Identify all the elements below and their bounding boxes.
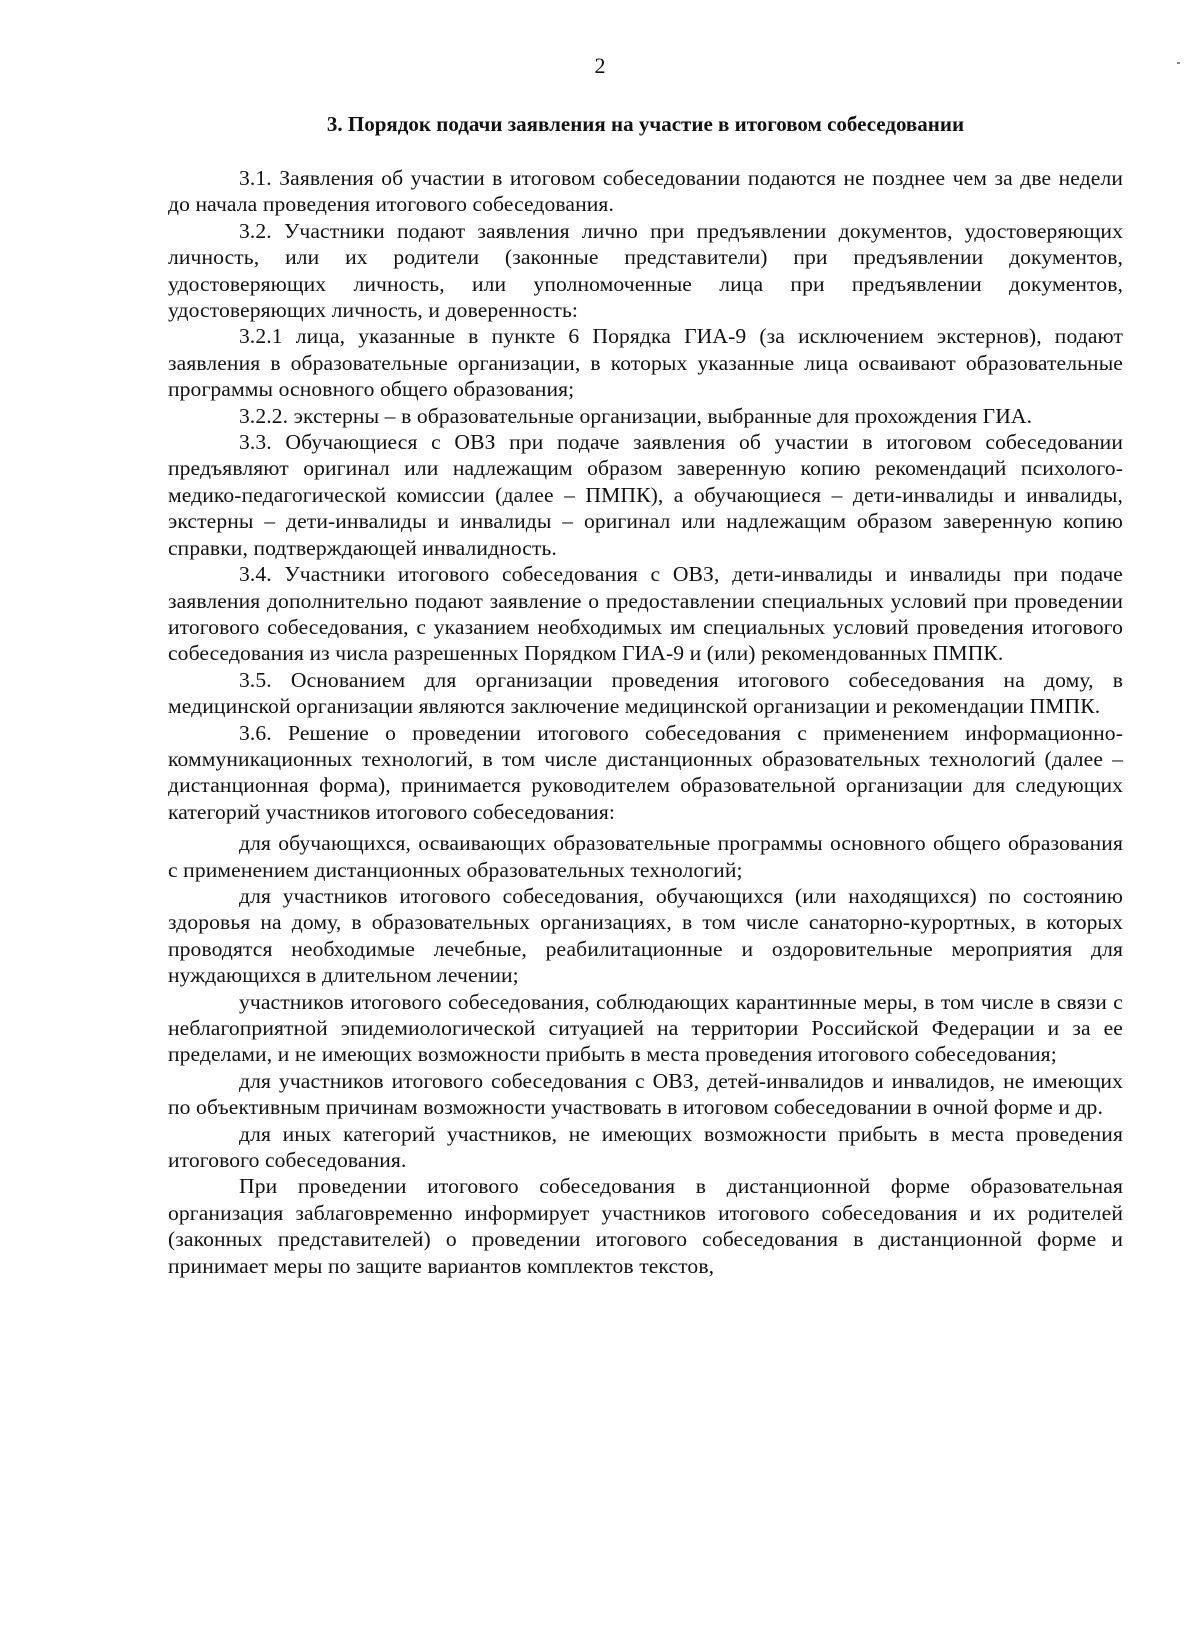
list-item-distance-learners: для обучающихся, осваивающих образовательные программы основного общего образования с применением дистанционных образовательных технологий; xyxy=(168,831,1123,882)
section-heading: 3. Порядок подачи заявления на участие в итоговом собеседовании xyxy=(326,112,965,136)
paragraph-distance-form: При проведении итогового собеседования в дистанционной форме образовательная организация заблаговременно информирует участников итогового собеседования и их родителей (законных представителей) о проведении итогового собеседования в дистанционной форме и принимает меры по защите вариантов комплектов текстов, xyxy=(168,1174,1123,1278)
paragraph-3-2-1: 3.2.1 лица, указанные в пункте 6 Порядка ГИА-9 (за исключением экстернов), подают заявления в образовательные организации, в которых указанные лица осваивают образовательные программы основного общего образования; xyxy=(168,324,1123,402)
list-item-quarantine: участников итогового собеседования, соблюдающих карантинные меры, в том числе в связи с неблагоприятной эпидемиологической ситуацией на территории Российской Федерации и за ее пределами, и не имеющих возможности прибыть в места проведения итогового собеседования; xyxy=(168,989,1123,1067)
scan-artifact xyxy=(1177,62,1180,64)
paragraph-3-6: 3.6. Решение о проведении итогового собеседования с применением информационно-коммуникационных технологий, в том числе дистанционных образовательных технологий (далее – дистанционная форма), принимается руководителем образовательной организации для следующих категорий участников итогового собеседования: xyxy=(168,720,1123,824)
paragraph-3-5: 3.5. Основанием для организации проведения итогового собеседования на дому, в медицинской организации являются заключение медицинской организации и рекомендации ПМПК. xyxy=(168,667,1123,719)
paragraph-3-1: 3.1. Заявления об участии в итоговом собеседовании подаются не позднее чем за две недели до начала проведения итогового собеседования. xyxy=(168,166,1123,217)
document-body xyxy=(168,165,1123,1279)
list-item-disabled: для участников итогового собеседования с ОВЗ, детей-инвалидов и инвалидов, не имеющих по объективным причинам возможности участвовать в итоговом собеседовании в очной форме и др. xyxy=(168,1068,1123,1120)
list-item-other-categories: для иных категорий участников, не имеющих возможности прибыть в места проведения итогового собеседования. xyxy=(168,1121,1123,1173)
paragraph-3-3: 3.3. Обучающиеся с ОВЗ при подаче заявления об участии в итоговом собеседовании предъявляют оригинал или надлежащим образом заверенную копию рекомендаций психолого-медико-педагогической комиссии (далее – ПМПК), а обучающиеся – дети-инвалиды и инвалиды, экстерны – дети-инвалиды и инвалиды – оригинал или надлежащим образом заверенную копию справки, подтверждающей инвалидность. xyxy=(168,430,1123,560)
page-number: 2 xyxy=(594,53,606,78)
paragraph-3-2-2: 3.2.2. экстерны – в образовательные организации, выбранные для прохождения ГИА. xyxy=(239,403,1033,428)
paragraph-3-4: 3.4. Участники итогового собеседования с ОВЗ, дети-инвалиды и инвалиды при подаче заявления дополнительно подают заявление о предоставлении специальных условий при проведении итогового собеседования, с указанием необходимых им специальных условий проведения итогового собеседования из числа разрешенных Порядком ГИА-9 и (или) рекомендованных ПМПК. xyxy=(168,562,1123,666)
paragraph-3-2: 3.2. Участники подают заявления лично при предъявлении документов, удостоверяющих личность, или их родители (законные представители) при предъявлении документов, удостоверяющих личность, или уполномоченные лица при предъявлении документов, удостоверяющих личность, и доверенность: xyxy=(168,218,1123,323)
list-item-home-learners: для участников итогового собеседования, обучающихся (или находящихся) по состоянию здоровья на дому, в образовательных организациях, в том числе санаторно-курортных, в которых проводятся необходимые лечебные, реабилитационные и оздоровительные мероприятия для нуждающихся в длительном лечении; xyxy=(168,883,1123,988)
